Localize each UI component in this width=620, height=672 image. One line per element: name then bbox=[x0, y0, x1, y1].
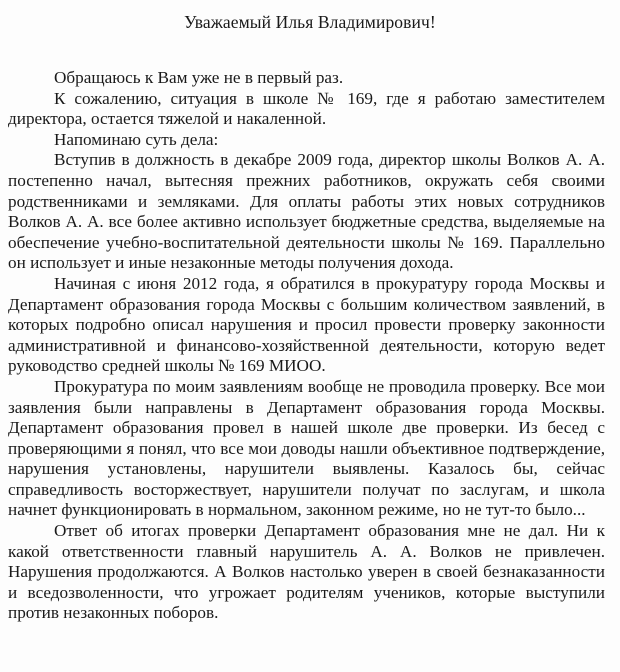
letter-body bbox=[8, 68, 605, 624]
paragraph-intro: Обращаюсь к Вам уже не в первый раз. bbox=[54, 68, 344, 87]
paragraph-outcome: Ответ об итогах проверки Департамент образования мне не дал. Ни к какой ответственности главный нарушитель А. А. Волков не привлечен. Нарушения продолжаются. А Волков настолько уверен в своей безнаказанности и вседозволенности, что угрожает родителям учеников, которые выступили против незаконных поборов. bbox=[8, 521, 605, 623]
paragraph-reminder: Напоминаю суть дела: bbox=[54, 129, 219, 149]
paragraph-situation: К сожалению, ситуация в школе № 169, где я работаю заместителем директора, остается тяжелой и накаленной. bbox=[8, 88, 605, 129]
paragraph-background: Вступив в должность в декабре 2009 года, директор школы Волков А. А. постепенно начал, вытесняя прежних работников, окружать себя своими родственниками и земляками. Для оплаты работы этих новых сотрудников Волков А. А. все более активно использует бюджетные средства, выделяемые на обеспечение учебно-воспитательной деятельности школы № 169. Параллельно он использует и иные незаконные методы получения дохода. bbox=[8, 150, 605, 273]
letter-salutation: Уважаемый Илья Владимирович! bbox=[184, 12, 436, 32]
paragraph-inspections: Прокуратура по моим заявлениям вообще не проводила проверку. Все мои заявления были направлены в Департамент образования города Москвы. Департамент образования провел в нашей школе две проверки. Из бесед с проверяющими я понял, что все мои доводы нашли объективное подтверждение, нарушения установлены, нарушители выявлены. Казалось бы, сейчас справедливость восторжествует, нарушители получат по заслугам, и школа начнет функционировать в нормальном, законном режиме, но не тут-то было... bbox=[8, 376, 605, 520]
paragraph-complaints: Начиная с июня 2012 года, я обратился в прокуратуру города Москвы и Департамент образования города Москвы с большим количеством заявлений, в которых подробно описал нарушения и просил провести проверку законности административной и финансово-хозяйственной деятельности, которую ведет руководство средней школы № 169 МИОО. bbox=[8, 273, 605, 376]
